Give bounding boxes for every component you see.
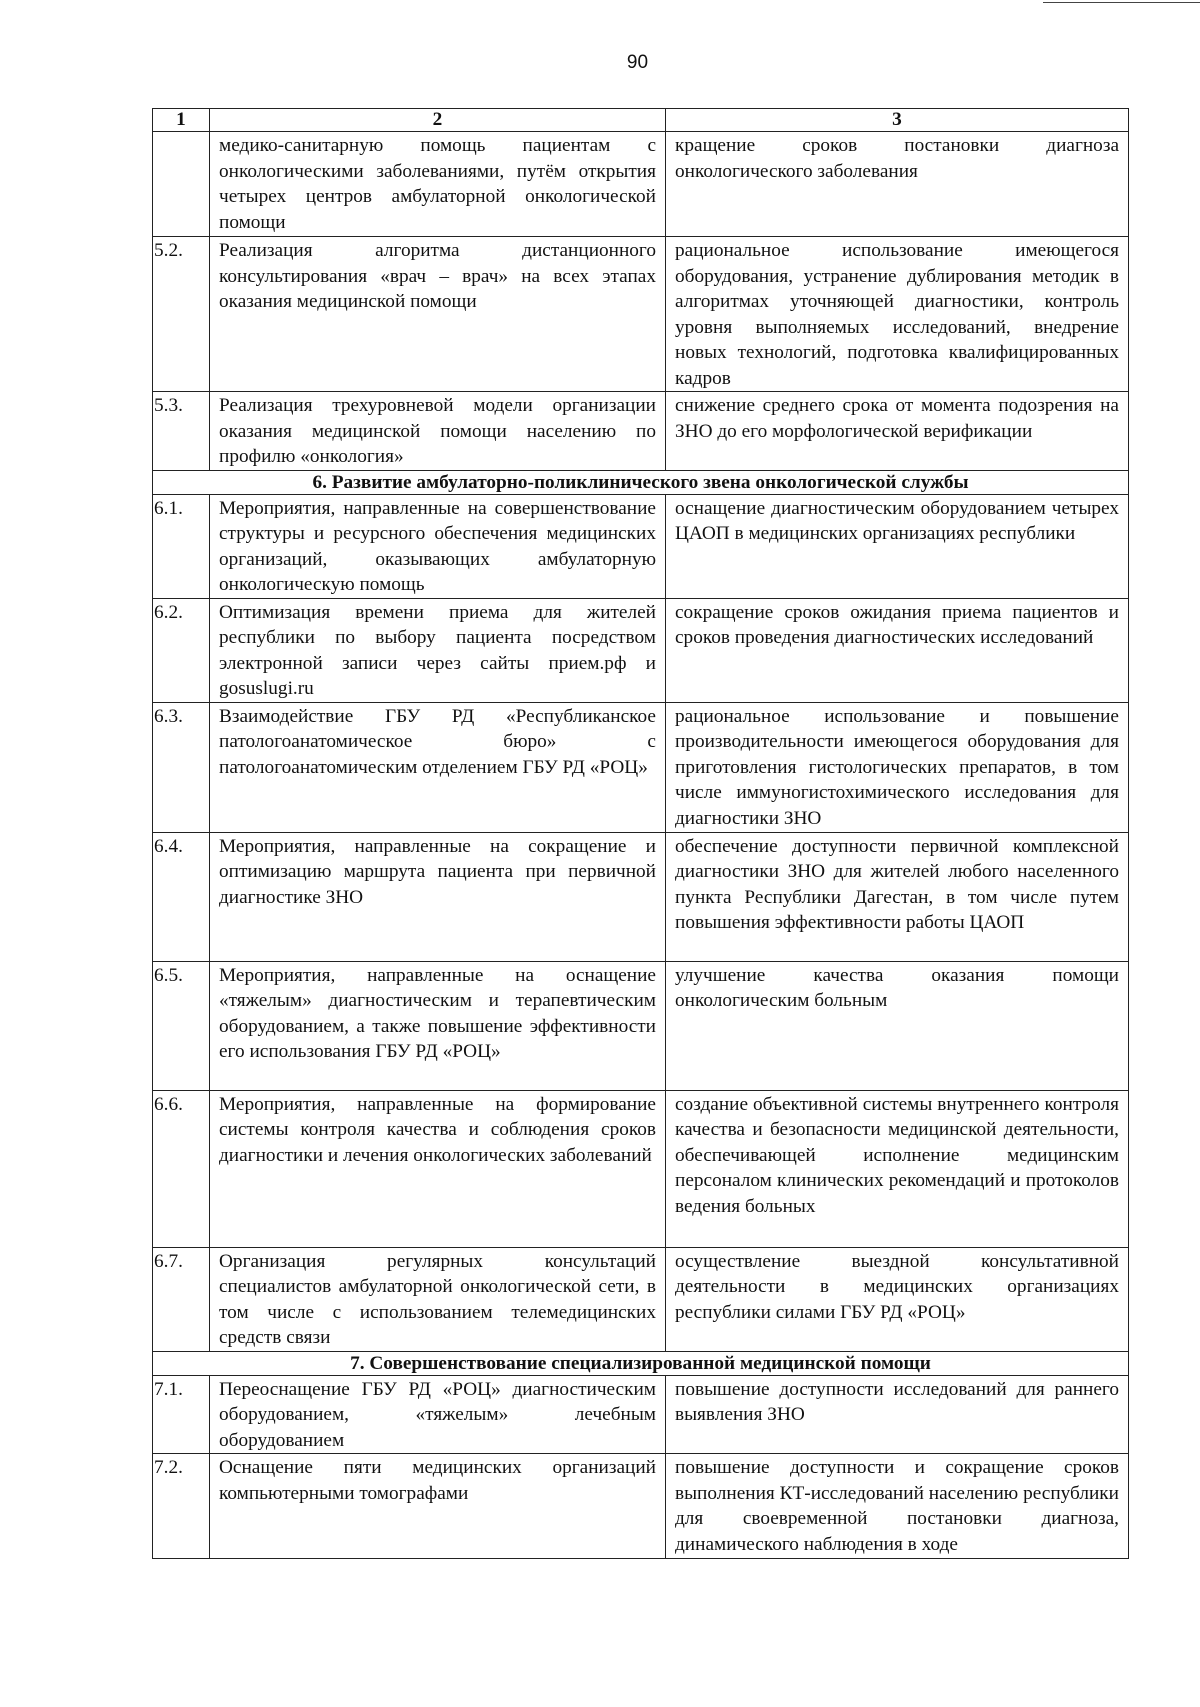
row-number: 6.6. (153, 1090, 210, 1247)
row-result: обеспечение доступности первичной комплексной диагностики ЗНО для жителей любого населенного пункта Республики Дагестан, в том числе путем повышения эффективности работы ЦАОП (666, 832, 1129, 961)
row-number (153, 132, 210, 237)
row-number: 6.7. (153, 1247, 210, 1351)
row-action: Организация регулярных консультаций специалистов амбулаторной онкологической сети, в том числе с использованием телемедицинских средств связи (210, 1247, 666, 1351)
table-row (153, 1454, 1129, 1559)
row-number: 6.1. (153, 494, 210, 598)
column-header-1: 1 (153, 109, 210, 132)
table-header-row (153, 109, 1129, 132)
table-row (153, 961, 1129, 1090)
row-number: 6.2. (153, 598, 210, 702)
row-action: Оптимизация времени приема для жителей республики по выбору пациента посредством электронной записи через сайты прием.рф и gosuslugi.ru (210, 598, 666, 702)
row-action: Мероприятия, направленные на совершенствование структуры и ресурсного обеспечения медицинских организаций, оказывающих амбулаторную онкологическую помощь (210, 494, 666, 598)
row-action: Переоснащение ГБУ РД «РОЦ» диагностическим оборудованием, «тяжелым» лечебным оборудованием (210, 1375, 666, 1454)
column-header-2: 2 (210, 109, 666, 132)
row-number: 7.2. (153, 1454, 210, 1559)
row-number: 6.5. (153, 961, 210, 1090)
table-row (153, 392, 1129, 471)
row-action: Мероприятия, направленные на сокращение и оптимизацию маршрута пациента при первичной диагностике ЗНО (210, 832, 666, 961)
row-result: оснащение диагностическим оборудованием четырех ЦАОП в медицинских организациях республики (666, 494, 1129, 598)
table-row (153, 598, 1129, 702)
measures-table (152, 108, 1129, 1559)
row-result: кращение сроков постановки диагноза онкологического заболевания (666, 132, 1129, 237)
row-result: осуществление выездной консультативной деятельности в медицинских организациях республики силами ГБУ РД «РОЦ» (666, 1247, 1129, 1351)
table-row (153, 1090, 1129, 1247)
table-row (153, 132, 1129, 237)
row-result: рациональное использование имеющегося оборудования, устранение дублирования методик в алгоритмах уточняющей диагностики, контроль уровня выполняемых исследований, внедрение новых технологий, подготовка квалифицированных кадров (666, 237, 1129, 392)
column-header-3: 3 (666, 109, 1129, 132)
row-action: Мероприятия, направленные на оснащение «тяжелым» диагностическим и терапевтическим оборудованием, а также повышение эффективности его использования ГБУ РД «РОЦ» (210, 961, 666, 1090)
row-action: Реализация трехуровневой модели организации оказания медицинской помощи населению по профилю «онкология» (210, 392, 666, 471)
row-action: медико-санитарную помощь пациентам с онкологическими заболеваниями, путём открытия четырех центров амбулаторной онкологической помощи (210, 132, 666, 237)
table-row (153, 832, 1129, 961)
row-number: 6.4. (153, 832, 210, 961)
section-row (153, 470, 1129, 494)
row-number: 7.1. (153, 1375, 210, 1454)
row-action: Реализация алгоритма дистанционного консультирования «врач – врач» на всех этапах оказания медицинской помощи (210, 237, 666, 392)
row-result: снижение среднего срока от момента подозрения на ЗНО до его морфологической верификации (666, 392, 1129, 471)
row-number: 5.2. (153, 237, 210, 392)
table-row (153, 702, 1129, 832)
row-result: сокращение сроков ожидания приема пациентов и сроков проведения диагностических исследований (666, 598, 1129, 702)
row-result: рациональное использование и повышение производительности имеющегося оборудования для приготовления гистологических препаратов, в том числе иммуногистохимического исследования для диагностики ЗНО (666, 702, 1129, 832)
row-action: Взаимодействие ГБУ РД «Республиканское патологоанатомическое бюро» с патологоанатомическим отделением ГБУ РД «РОЦ» (210, 702, 666, 832)
table-row (153, 494, 1129, 598)
row-action: Оснащение пяти медицинских организаций компьютерными томографами (210, 1454, 666, 1559)
row-number: 6.3. (153, 702, 210, 832)
row-result: повышение доступности исследований для раннего выявления ЗНО (666, 1375, 1129, 1454)
table-row (153, 1247, 1129, 1351)
section-heading-7: 7. Совершенствование специализированной медицинской помощи (153, 1351, 1129, 1375)
table-row (153, 237, 1129, 392)
row-result: повышение доступности и сокращение сроков выполнения КТ-исследований населению республики для своевременной постановки диагноза, динамического наблюдения в ходе (666, 1454, 1129, 1559)
row-result: создание объективной системы внутреннего контроля качества и безопасности медицинской деятельности, обеспечивающей исполнение медицинским персоналом клинических рекомендаций и протоколов ведения больных (666, 1090, 1129, 1247)
table-row (153, 1375, 1129, 1454)
scan-edge-line (1043, 2, 1200, 3)
row-action: Мероприятия, направленные на формирование системы контроля качества и соблюдения сроков диагностики и лечения онкологических заболеваний (210, 1090, 666, 1247)
row-number: 5.3. (153, 392, 210, 471)
section-row (153, 1351, 1129, 1375)
section-heading-6: 6. Развитие амбулаторно-поликлинического звена онкологической службы (153, 470, 1129, 494)
page-number: 90 (626, 52, 649, 73)
row-result: улучшение качества оказания помощи онкологическим больным (666, 961, 1129, 1090)
